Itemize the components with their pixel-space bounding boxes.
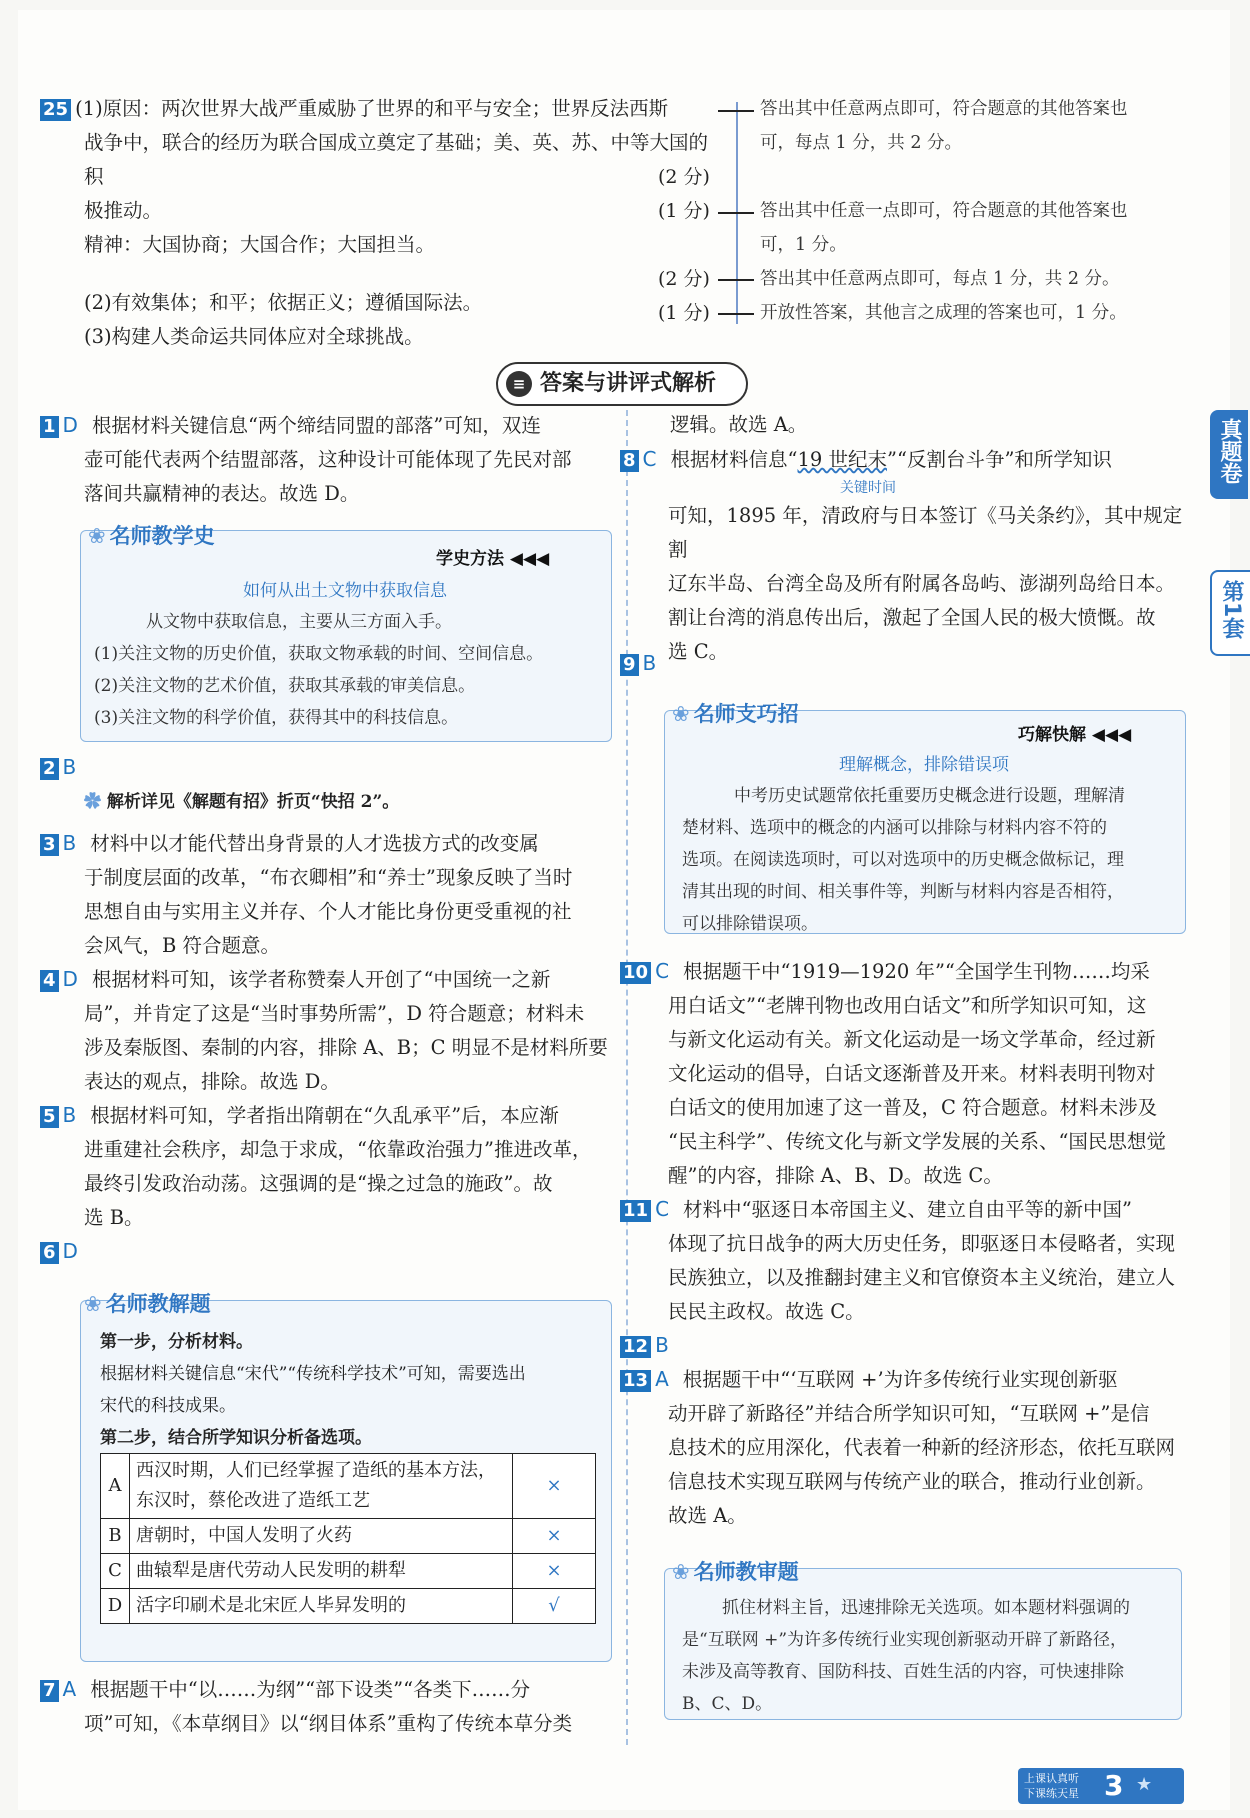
q25-part3: (3)构建人类命运共同体应对全球挑战。 — [84, 325, 424, 348]
teacher-icon: ❀ — [672, 702, 690, 726]
question-number: 10 — [620, 962, 651, 984]
question-number: 25 — [40, 99, 71, 121]
answer-12 — [620, 1328, 1200, 1363]
table-row: B 唐朝时，中国人发明了火药 × — [101, 1519, 596, 1554]
question-number: 7 — [40, 1680, 59, 1702]
question-number: 11 — [620, 1200, 651, 1222]
score-note: 答出其中任意两点即可，符合题意的其他答案也 可，每点 1 分，共 2 分。 — [760, 99, 1128, 153]
teacher-icon: ❀ — [672, 1560, 690, 1584]
star-icon: ★ — [1136, 1774, 1153, 1795]
options-table — [100, 1453, 596, 1624]
score-label: (2 分) — [658, 268, 710, 290]
score-label: (2 分) — [658, 166, 710, 188]
answer-letter: C — [642, 447, 657, 471]
answer-letter: C — [655, 1197, 670, 1221]
q25-line: 极推动。 — [84, 199, 163, 222]
answer-letter: B — [642, 651, 657, 675]
question-number: 13 — [620, 1370, 651, 1392]
question-number: 5 — [40, 1106, 59, 1128]
answer-letter: A — [62, 1677, 77, 1701]
pointer-icon: ✿ — [84, 792, 107, 812]
footer-slogan: 上课认真听 下课练天星 — [1024, 1772, 1079, 1800]
answer-letter: A — [655, 1367, 669, 1391]
question-number: 4 — [40, 970, 59, 992]
table-row: C 曲辕犁是唐代劳动人民发明的耕犁 × — [101, 1554, 596, 1589]
answer-7: 7 A 根据题干中“以……为纲”“部下设类”“各类下……分 项”可知，《本草纲目》以“纲目体系”重构了传统本草分类 — [40, 1672, 610, 1741]
side-tab-volume: 真题卷 — [1210, 410, 1248, 499]
answer-1: 1 D 根据材料关键信息“两个缔结同盟的部落”可知，双连 壶可能代表两个结盟部落，这种设计可能体现了先民对部 落间共赢精神的表达。故选 D。 — [40, 408, 610, 511]
answer-2: 2 B ✿ 解析详见《解题有招》折页“快招 2”。 — [40, 750, 610, 819]
answer-letter: B — [655, 1333, 669, 1357]
score-label: (1 分) — [658, 302, 710, 324]
teacher-icon: ❀ — [88, 524, 106, 548]
answer-13: 13 A 根据题干中“‘互联网 +’为许多传统行业实现创新驱 动开辟了新路径”并结合所学知识可知，“互联网 +”是信 息技术的应用深化，代表着一种新的经济形态，依托互联网 信息技术实现互联网与传统产业的联合，推动行业创新。 故选 A。 — [620, 1362, 1200, 1533]
key-annotation: 关键时间 — [840, 480, 896, 496]
question-number: 12 — [620, 1336, 651, 1358]
answer-4: 4 D 根据材料可知，该学者称赞秦人开创了“中国统一之新 局”，并肯定了这是“当时事势所需”，D 符合题意；材料未 涉及秦版图、秦制的内容，排除 A、B；C 明显不是材料所要 表达的观点，排除。故选 D。 — [40, 962, 610, 1099]
tip-subtitle: 理解概念，排除错误项 — [839, 755, 1009, 775]
answer-7-cont: 逻辑。故选 A。 — [670, 413, 808, 436]
q25-part2: (2)有效集体；和平；依据正义；遵循国际法。 — [84, 291, 483, 314]
answer-letter: D — [62, 967, 78, 991]
page — [18, 10, 1244, 1810]
tip-body: 中考历史试题常依托重要历史概念进行设题，理解清 楚材料、选项中的概念的内涵可以排除与材料内容不符的 选项。在阅读选项时，可以对选项中的历史概念做标记，理 清其出现的时间、相关事件等，判断与材料内容是否相符， 可以排除错误项。 — [682, 786, 1125, 934]
question-number: 1 — [40, 416, 59, 438]
answer-8: 8 C 根据材料信息“19 世纪末”“反割台斗争”和所学知识 关键时间 可知，1895 年，清政府与日本签订《马关条约》，其中规定割 辽东半岛、台湾全岛及所有附属各岛屿、澎湖列岛给日本。 割让台湾的消息传出后，激起了全国人民的极大愤慨。故 选 C。 — [620, 442, 1200, 669]
tip-box-title: ❀ 名师教学史 — [88, 524, 215, 548]
answer-letter: C — [655, 959, 670, 983]
tip-body: 第一步，分析材料。 根据材料关键信息“宋代”“传统科学技术”可知，需要选出 宋代的科技成果。 第二步，结合所学知识分析备选项。 — [100, 1332, 526, 1448]
answer-letter: B — [62, 755, 77, 779]
question-number: 9 — [620, 654, 639, 676]
answer-6 — [40, 1234, 610, 1269]
document-icon: ≡ — [506, 371, 532, 397]
section-title: ≡ 答案与讲评式解析 — [496, 362, 748, 406]
score-note: 答出其中任意一点即可，符合题意的其他答案也 可，1 分。 — [760, 201, 1128, 255]
question-number: 2 — [40, 758, 59, 780]
arrow-icon — [718, 212, 754, 214]
answer-letter: D — [62, 413, 78, 437]
tip-tag: 学史方法 ◀◀◀ — [436, 549, 550, 569]
table-row: D 活字印刷术是北宋匠人毕昇发明的 √ — [101, 1589, 596, 1624]
table-row: A 西汉时期，人们已经掌握了造纸的基本方法，东汉时，蔡伦改进了造纸工艺 × — [101, 1454, 596, 1519]
tip-box-title: ❀ 名师支巧招 — [672, 702, 799, 726]
question-number: 8 — [620, 450, 639, 472]
tip-body: 从文物中获取信息，主要从三方面入手。 (1)关注文物的历史价值，获取文物承载的时间、空间信息。 (2)关注文物的艺术价值，获取其承载的审美信息。 (3)关注文物的科学价值，获得其中的科技信息。 — [94, 612, 544, 728]
tip-box-title: ❀ 名师教解题 — [84, 1292, 211, 1316]
answer-11: 11 C 材料中“驱逐日本帝国主义、建立自由平等的新中国” 体现了抗日战争的两大历史任务，即驱逐日本侵略者，实现 民族独立，以及推翻封建主义和官僚资本主义统治，建立人 民民主政权。故选 C。 — [620, 1192, 1200, 1329]
answer-letter: B — [62, 1103, 77, 1127]
arrow-icon — [718, 110, 754, 112]
tip-subtitle: 如何从出土文物中获取信息 — [243, 581, 447, 601]
answer-9 — [620, 646, 1200, 681]
answer-10: 10 C 根据题干中“1919—1920 年”“全国学生刊物……均采 用白话文”“老牌刊物也改用白话文”和所学知识可知，这 与新文化运动有关。新文化运动是一场文学革命，经过新 文化运动的倡导，白话文逐渐普及开来。材料表明刊物对 白话文的使用加速了这一普及，C 符合题意。材料未涉及 “民主科学”、传统文化与新文学发展的关系、“国民思想觉 醒”的内容，排除 A、B、D。故选 C。 — [620, 954, 1200, 1193]
q25-line: 战争中，联合的经历为联合国成立奠定了基础；美、英、苏、中等大国的积 — [84, 131, 709, 188]
side-tab-set: 第1套 — [1210, 570, 1250, 656]
tip-box-title: ❀ 名师教审题 — [672, 1560, 799, 1584]
page-number: 3 — [1104, 1769, 1124, 1802]
q25-line: (1)原因：两次世界大战严重威胁了世界的和平与安全；世界反法西斯 — [75, 97, 669, 120]
q25-spirit: 精神：大国协商；大国合作；大国担当。 — [84, 233, 436, 256]
tip-tag: 巧解快解 ◀◀◀ — [1018, 725, 1132, 745]
score-note: 答出其中任意两点即可，每点 1 分，共 2 分。 — [760, 269, 1120, 289]
question-number: 3 — [40, 834, 59, 856]
q25-block — [40, 92, 720, 354]
answer-3: 3 B 材料中以才能代替出身背景的人才选拔方式的改变属 于制度层面的改革，“布衣卿相”和“养士”现象反映了当时 思想自由与实用主义并存、个人才能比身份更受重视的社 会风气，B 符合题意。 — [40, 826, 610, 963]
teacher-icon: ❀ — [84, 1292, 102, 1316]
answer-letter: B — [62, 831, 77, 855]
arrow-icon — [718, 313, 754, 315]
score-label: (1 分) — [658, 200, 710, 222]
footer-badge — [1018, 1768, 1184, 1804]
answer-letter: D — [62, 1239, 78, 1263]
tip-body: 抓住材料主旨，迅速排除无关选项。如本题材料强调的 是“互联网 +”为许多传统行业实现创新驱动开辟了新路径， 未涉及高等教育、国防科技、百姓生活的内容，可快速排除 B、C、D。 — [682, 1598, 1130, 1714]
answer-5: 5 B 根据材料可知，学者指出隋朝在“久乱承平”后，本应渐 进重建社会秩序，却急于求成，“依靠政治强力”推进改革， 最终引发政治动荡。这强调的是“操之过急的施政”。故 选 B。 — [40, 1098, 610, 1235]
arrow-icon — [718, 279, 754, 281]
question-number: 6 — [40, 1242, 59, 1264]
score-note: 开放性答案，其他言之成理的答案也可，1 分。 — [760, 303, 1127, 323]
